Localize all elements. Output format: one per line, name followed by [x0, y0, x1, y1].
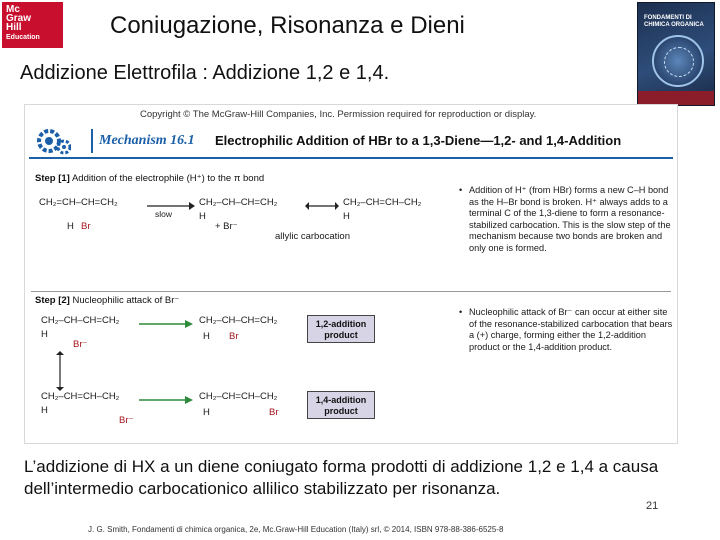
product-box-12-line2: product	[324, 330, 358, 340]
book-title-line-2: CHIMICA ORGANICA	[644, 22, 704, 28]
resonance-arrow-vertical	[53, 351, 67, 391]
bullet-icon: •	[459, 307, 463, 317]
step2-note	[459, 307, 673, 353]
cation-1-h: H	[199, 211, 206, 222]
hbr-h: H	[67, 221, 74, 232]
cation-2-h: H	[343, 211, 350, 222]
allylic-carbocation-label: allylic carbocation	[275, 231, 350, 242]
copyright-notice: Copyright © The McGraw-Hill Companies, Inc. Permission required for reproduction or display.	[140, 109, 537, 120]
product-box-12-line1: 1,2-addition	[315, 319, 367, 329]
step2-note-text: Nucleophilic attack of Br⁻ can occur at either site of the resonance-stabilized carbocation that bears a (+) charge, forming either the 1,2-addition product or the 1,4-addition product.	[469, 307, 673, 352]
product-box-14-line1: 1,4-addition	[315, 395, 367, 405]
product-b-formula: CH₂–CH=CH–CH₂	[199, 391, 278, 402]
slide-subtitle: Addizione Elettrofila : Addizione 1,2 e 1,4.	[20, 62, 390, 84]
resonance-arrow	[305, 199, 339, 213]
product-b-br: Br	[269, 407, 279, 418]
step-divider	[31, 291, 671, 292]
step1-note-text: Addition of H⁺ (from HBr) forms a new C–H bond as the H–Br bond is broken. H⁺ always adds to a terminal C of the 1,3-diene to form a resonance-stabilized carbocation. This is the slow step of the mechanism because two bonds are broken and only one is formed.	[469, 185, 671, 253]
product-a-formula: CH₂–CH–CH=CH₂	[199, 315, 278, 326]
step1-label: Step [1]	[35, 173, 70, 184]
bromide-ion: + Br⁻	[215, 221, 238, 232]
summary-text: L’addizione di HX a un diene coniugato forma prodotti di addizione 1,2 e 1,4 a causa dell’intermedio carbocationico allilico stabilizzato per risonanza.	[24, 457, 659, 498]
gears-icon	[35, 125, 71, 157]
product-box-12	[307, 315, 375, 343]
product-box-14-line2: product	[324, 406, 358, 416]
bromide-b: Br⁻	[119, 415, 134, 426]
page-number: 21	[646, 500, 659, 512]
step2-label: Step [2]	[35, 295, 70, 306]
cation-a-h: H	[41, 329, 48, 340]
mechanism-header	[29, 125, 673, 159]
logo-line-1: Mc	[6, 4, 20, 15]
slow-label: slow	[155, 209, 173, 219]
mechanism-label: Mechanism 16.1	[99, 133, 195, 148]
bullet-icon: •	[459, 185, 463, 195]
mechanism-title: Electrophilic Addition of HBr to a 1,3-Diene—1,2- and 1,4-Addition	[215, 133, 622, 148]
reaction-arrow-b	[137, 393, 193, 407]
step2-heading	[35, 295, 179, 306]
logo-line-4: Education	[6, 34, 40, 41]
hbr-br: Br	[81, 221, 91, 232]
cation-a-formula: CH₂–CH–CH=CH₂	[41, 315, 120, 326]
cation-b-formula: CH₂–CH=CH–CH₂	[41, 391, 120, 402]
mechanism-separator	[91, 129, 93, 153]
book-cover-image	[637, 2, 715, 106]
logo-line-3: Hill	[6, 22, 22, 33]
mcgraw-hill-logo	[2, 2, 63, 48]
product-a-h: H	[203, 331, 210, 342]
book-cover-title	[644, 15, 710, 29]
reaction-arrow-a	[137, 317, 193, 331]
cation-b-h: H	[41, 405, 48, 416]
book-cover-stripe	[638, 91, 715, 105]
cation-1-formula: CH₂–CH–CH=CH₂	[199, 197, 278, 208]
logo-line-2: Graw	[6, 13, 32, 24]
step1-note	[459, 185, 673, 255]
fullerene-illustration	[652, 35, 704, 87]
product-box-14	[307, 391, 375, 419]
cation-2-formula: CH₂–CH=CH–CH₂	[343, 197, 422, 208]
step1-text: Addition of the electrophile (H⁺) to the π bond	[71, 173, 265, 184]
citation: J. G. Smith, Fondamenti di chimica organica, 2e, Mc.Graw-Hill Education (Italy) srl, © 2014, ISBN 978-88-386-6525-8	[88, 525, 504, 534]
bromide-a: Br⁻	[73, 339, 88, 350]
step2-text: Nucleophilic attack of Br⁻	[72, 295, 180, 306]
book-title-line-1: FONDAMENTI DI	[644, 15, 692, 21]
step1-heading	[35, 173, 264, 184]
mechanism-figure	[24, 104, 678, 444]
slide-title: Coniugazione, Risonanza e Dieni	[110, 12, 465, 39]
diene-formula: CH₂=CH–CH=CH₂	[39, 197, 118, 208]
product-b-h: H	[203, 407, 210, 418]
product-a-br: Br	[229, 331, 239, 342]
